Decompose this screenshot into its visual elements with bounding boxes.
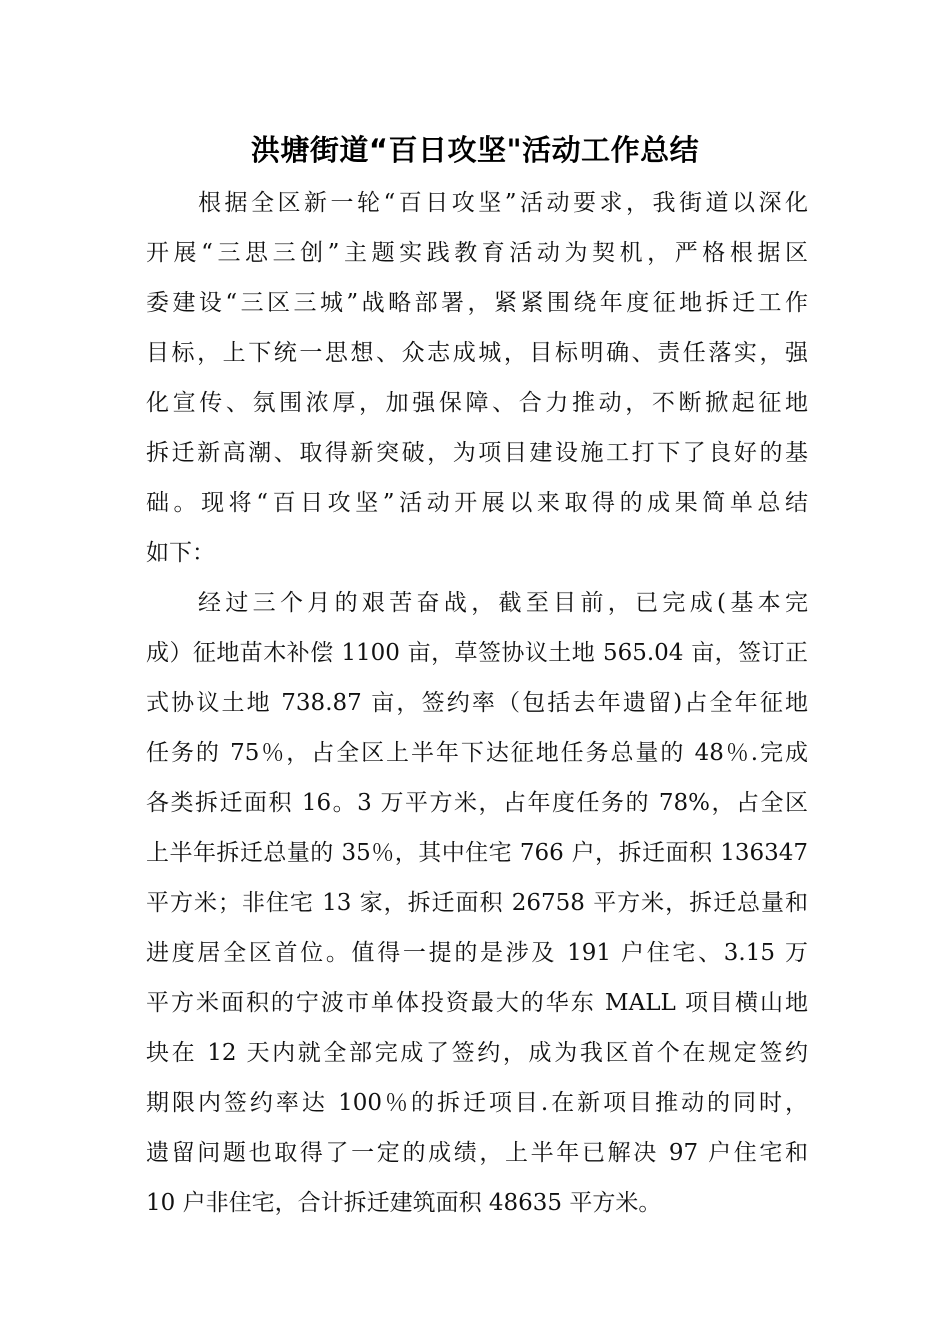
paragraph-line: 各类拆迁面积 16。3 万平方米，占年度任务的 78%，占全区 xyxy=(146,790,808,816)
paragraph-line: 经过三个月的艰苦奋战，截至目前，已完成(基本完 xyxy=(198,590,808,616)
paragraph-line: 础。现将“百日攻坚”活动开展以来取得的成果简单总结 xyxy=(146,490,808,516)
paragraph-line: 10 户非住宅，合计拆迁建筑面积 48635 平方米。 xyxy=(146,1190,662,1216)
document-title: 洪塘街道“百日攻坚"活动工作总结 xyxy=(250,133,700,167)
paragraph-line: 委建设“三区三城”战略部署，紧紧围绕年度征地拆迁工作 xyxy=(146,290,808,316)
paragraph-line: 期限内签约率达 100％的拆迁项目.在新项目推动的同时， xyxy=(146,1090,808,1116)
paragraph-line: 块在 12 天内就全部完成了签约，成为我区首个在规定签约 xyxy=(146,1040,808,1066)
paragraph-1 xyxy=(146,178,808,578)
paragraph-line: 式协议土地 738.87 亩，签约率（包括去年遗留)占全年征地 xyxy=(146,690,808,716)
paragraph-line: 进度居全区首位。值得一提的是涉及 191 户住宅、3.15 万 xyxy=(146,940,808,966)
paragraph-line: 化宣传、氛围浓厚，加强保障、合力推动，不断掀起征地 xyxy=(146,390,808,416)
paragraph-line: 上半年拆迁总量的 35％，其中住宅 766 户，拆迁面积 136347 xyxy=(146,840,808,866)
paragraph-line: 目标，上下统一思想、众志成城，目标明确、责任落实，强 xyxy=(146,340,808,366)
paragraph-line: 根据全区新一轮“百日攻坚”活动要求，我街道以深化 xyxy=(198,190,808,216)
document-body xyxy=(146,178,808,1228)
paragraph-line: 平方米面积的宁波市单体投资最大的华东 MALL 项目横山地 xyxy=(146,990,808,1016)
paragraph-line: 遗留问题也取得了一定的成绩，上半年已解决 97 户住宅和 xyxy=(146,1140,808,1166)
paragraph-line: 如下： xyxy=(146,540,215,566)
paragraph-2 xyxy=(146,578,808,1228)
paragraph-line: 任务的 75％，占全区上半年下达征地任务总量的 48％.完成 xyxy=(146,740,808,766)
paragraph-line: 开展“三思三创”主题实践教育活动为契机，严格根据区 xyxy=(146,240,808,266)
paragraph-line: 成）征地苗木补偿 1100 亩，草签协议土地 565.04 亩，签订正 xyxy=(146,640,808,666)
paragraph-line: 平方米；非住宅 13 家，拆迁面积 26758 平方米，拆迁总量和 xyxy=(146,890,808,916)
paragraph-line: 拆迁新高潮、取得新突破，为项目建设施工打下了良好的基 xyxy=(146,440,808,466)
